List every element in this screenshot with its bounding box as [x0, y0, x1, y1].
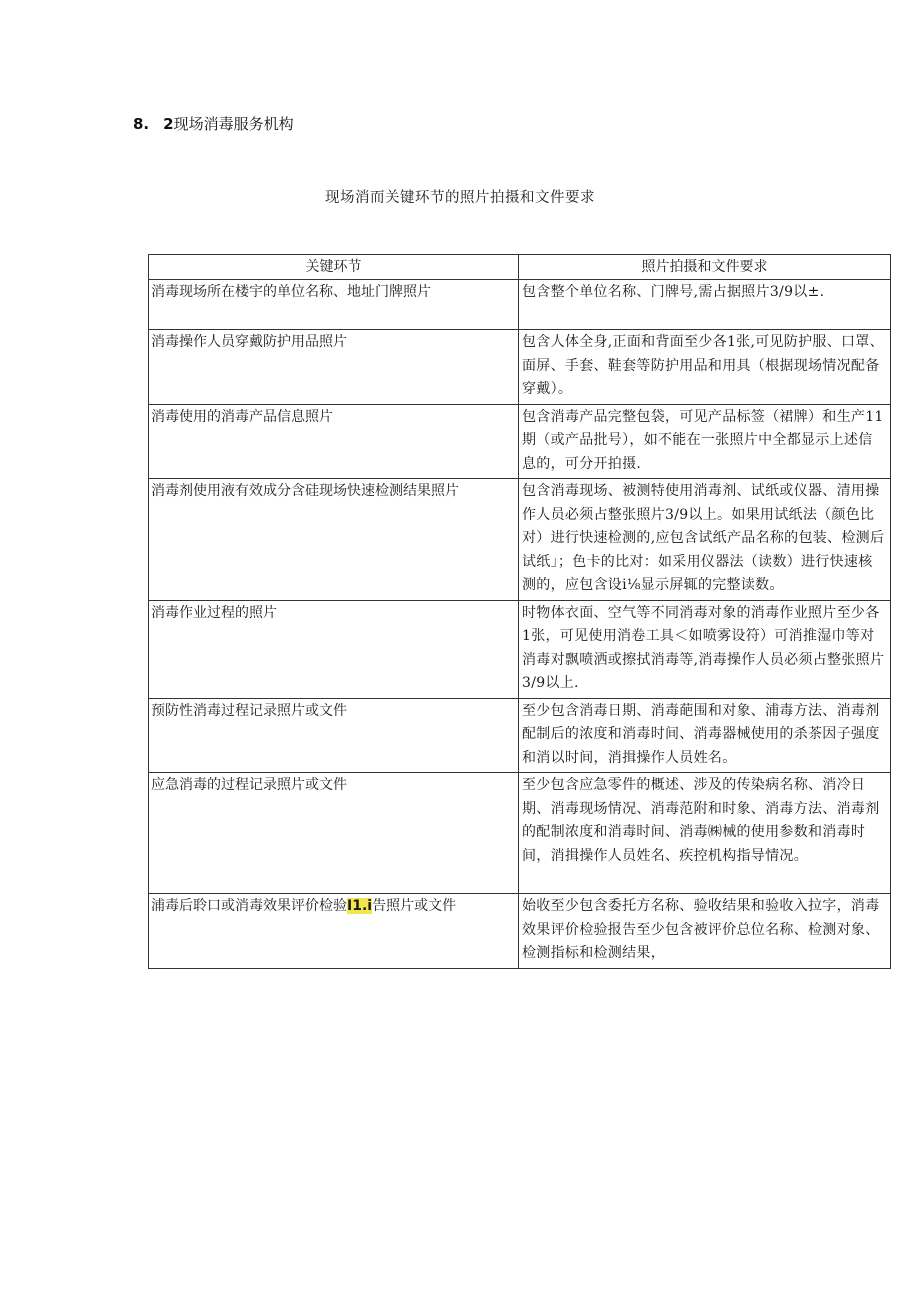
- table-row: [149, 698, 891, 773]
- requirement-cell: 包含消毒产品完整包袋，可见产品标签（裙牌）和生产11期（或产品批号），如不能在一张照片中全都显示上述信息的，可分开拍摄.: [519, 404, 891, 479]
- key-step-cell: 预防性消毒过程记录照片或文件: [149, 698, 519, 773]
- table-row: [149, 600, 891, 698]
- key-step-cell: 应急消毒的过程记录照片或文件: [149, 773, 519, 894]
- requirement-cell: 时物体衣面、空气等不同消毒对象的消毒作业照片至少各1张，可见使用消卷工具＜如喷雾设符）可消推湿巾等对消毒对飘喷洒或擦拭消毒等,消毒操作人员必须占整张照片3/9以上.: [519, 600, 891, 698]
- requirement-cell: 始收至少包含委托方名称、验收结果和验收入拉字，消毒效果评价检验报告至少包含被评价总位名称、检测对象、检测指标和检测结果，: [519, 894, 891, 969]
- key-step-cell: 消毒作业过程的照片: [149, 600, 519, 698]
- key-step-cell: 消毒使用的消毒产品信息照片: [149, 404, 519, 479]
- table-row: [149, 330, 891, 405]
- key-step-text-end: 告照片或文件: [372, 898, 457, 914]
- section-subnumber: 2: [163, 115, 174, 133]
- table-caption: 现场消而关键环节的照片拍摄和文件要求: [325, 190, 595, 206]
- requirements-table: [148, 254, 891, 969]
- table-row: [149, 280, 891, 330]
- highlighted-text: I1.i: [347, 898, 373, 914]
- section-title: 现场消毒服务机构: [173, 115, 294, 133]
- section-number: 8.: [133, 115, 150, 133]
- requirement-cell: 至少包含应急零件的概述、涉及的传染病名称、消冷日期、消毒现场情况、消毒范附和时象、消毒方法、消毒剂的配制浓度和消毒时间、消毒㈱械的使用参数和消毒时间，消揖操作人员姓名、疾控机构指导情况。: [519, 773, 891, 894]
- key-step-cell: 消毒操作人员穿戴防护用品照片: [149, 330, 519, 405]
- table-row: [149, 404, 891, 479]
- column-header-key-step: 关键环节: [149, 255, 519, 280]
- key-step-cell: 消毒现场所在楼宇的单位名称、地址门牌照片: [149, 280, 519, 330]
- table-row: [149, 773, 891, 894]
- requirement-cell: 包含消毒现场、被测特使用消毒剂、试纸或仪器、清用操作人员必须占整张照片3/9以上。如果用试纸法（颜色比对）进行快速检测的,应包含试纸产品名称的包装、检测后试纸」；色卡的比对：如采用仪器法（读数）进行快速核测的，应包含设i⅛显示屏辄的完整读数。: [519, 479, 891, 601]
- requirement-cell: 包含整个单位名称、门牌号,需占据照片3/9以±.: [519, 280, 891, 330]
- table-row: [149, 479, 891, 601]
- requirement-cell: 包含人体全身,正面和背面至少各1张,可见防护服、口罩、面屏、手套、鞋套等防护用品和用具（根据现场情况配备穿戴）。: [519, 330, 891, 405]
- requirement-cell: 至少包含消毒日期、消毒葩围和对象、浦毒方法、消毒剂配制后的浓度和消毒时间、消毒器械使用的杀茶因子强度和消以时间，消揖操作人员姓名。: [519, 698, 891, 773]
- column-header-requirements: 照片拍摄和文件要求: [519, 255, 891, 280]
- key-step-cell: 消毒剂使用液有效成分含硅现场快速检测结果照片: [149, 479, 519, 601]
- table-header-row: [149, 255, 891, 280]
- section-heading: [133, 113, 294, 134]
- table-row: [149, 894, 891, 969]
- key-step-text-start: 浦毒后聆口或消毒效果评价检验: [151, 898, 347, 914]
- key-step-cell: [149, 894, 519, 969]
